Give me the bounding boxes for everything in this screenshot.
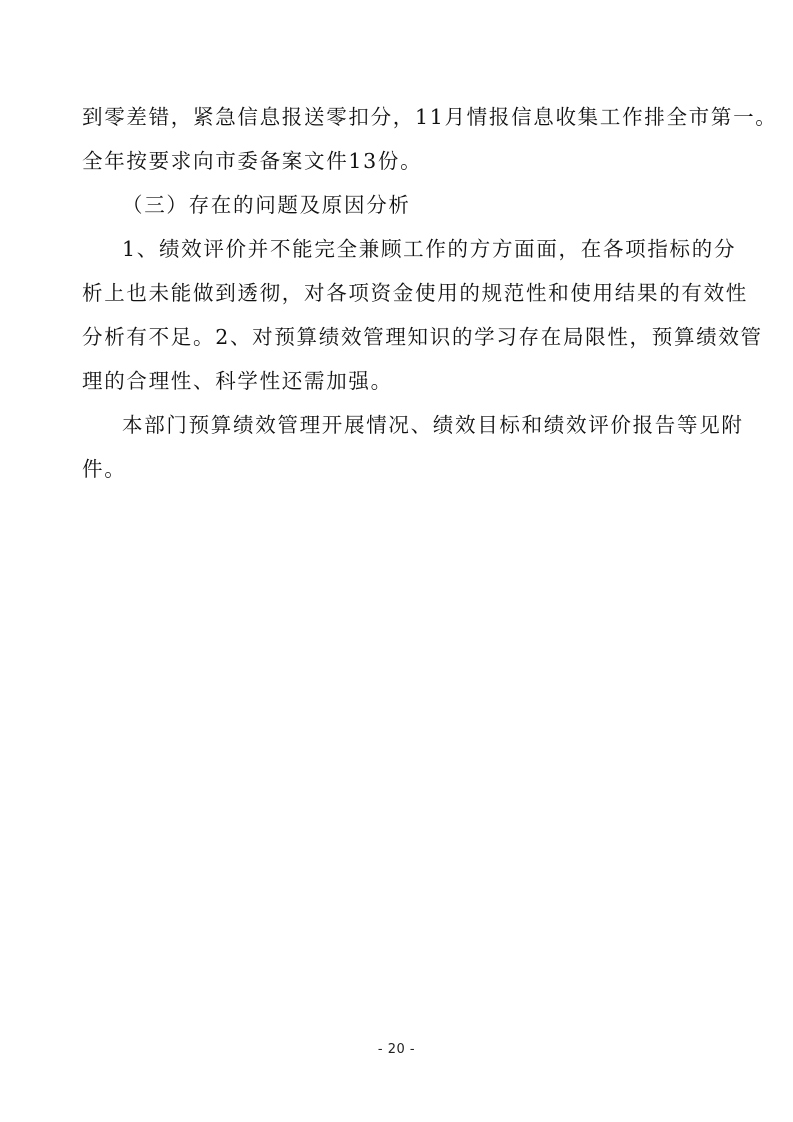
paragraph-3-line-2: 析上也未能做到透彻，对各项资金使用的规范性和使用结果的有效性 [82,281,748,305]
paragraph-3-line-3: 分析有不足。2、对预算绩效管理知识的学习存在局限性，预算绩效管 [82,325,763,349]
paragraph-1-line-1: 到零差错，紧急信息报送零扣分，11月情报信息收集工作排全市第一。 [82,105,778,129]
paragraph-3-line-4: 理的合理性、科学性还需加强。 [82,369,393,393]
page-number: - 20 - [377,1042,416,1057]
section-heading: （三）存在的问题及原因分析 [122,193,411,217]
paragraph-3-line-1: 1、绩效评价并不能完全兼顾工作的方方面面，在各项指标的分 [122,237,737,261]
paragraph-4-line-1: 本部门预算绩效管理开展情况、绩效目标和绩效评价报告等见附 [122,413,744,437]
paragraph-4-line-2: 件。 [82,457,127,481]
paragraph-1-line-2: 全年按要求向市委备案文件13份。 [82,149,423,173]
